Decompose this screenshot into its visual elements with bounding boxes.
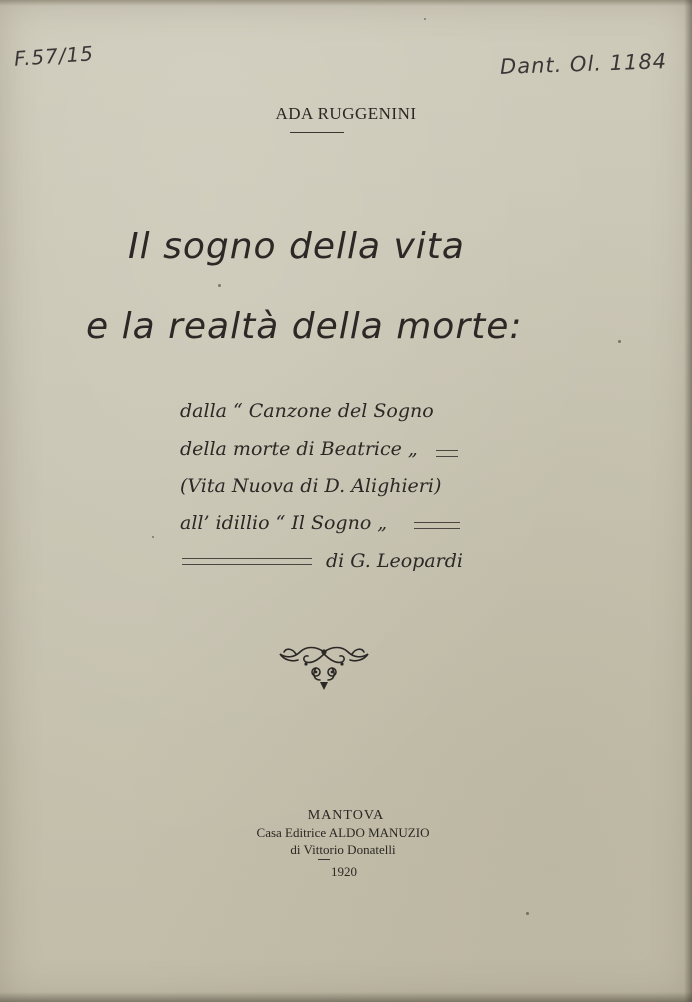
- title-line-1: Il sogno della vita: [128, 226, 465, 267]
- imprint-year: 1920: [331, 864, 357, 879]
- paper-speck: [218, 284, 221, 287]
- subtitle-line-4: all’ idillio “ Il Sogno „: [180, 512, 388, 534]
- imprint-publisher: Casa Editrice ALDO MANUZIO: [256, 825, 430, 840]
- imprint-city: MANTOVA: [307, 808, 385, 823]
- line-filler-rule: [414, 522, 460, 529]
- paper-speck: [526, 912, 529, 915]
- subtitle-line-5: di G. Leopardi: [326, 550, 463, 572]
- imprint-divider: [318, 859, 330, 860]
- fleuron-ornament-icon: [276, 642, 372, 694]
- line-filler-rule: [436, 450, 458, 457]
- imprint-owner: di Vittorio Donatelli: [290, 842, 396, 857]
- handwritten-shelfmark-right: Dant. Ol. 1184: [499, 49, 668, 79]
- subtitle-line-1: dalla “ Canzone del Sogno: [180, 400, 434, 422]
- paper-speck: [618, 340, 621, 343]
- page-edge-top: [0, 0, 692, 6]
- title-line-2: e la realtà della morte:: [86, 306, 523, 347]
- paper-speck: [424, 18, 426, 20]
- line-filler-rule: [182, 558, 312, 565]
- subtitle-line-3: (Vita Nuova di D. Alighieri): [180, 475, 442, 497]
- subtitle-line-2: della morte di Beatrice „: [180, 438, 418, 460]
- handwritten-shelfmark-left: F.57/15: [13, 41, 95, 71]
- paper-speck: [152, 536, 154, 538]
- page-edge-bottom: [0, 992, 692, 1002]
- author-name: ADA RUGGENINI: [275, 104, 417, 123]
- author-underline: [290, 132, 344, 133]
